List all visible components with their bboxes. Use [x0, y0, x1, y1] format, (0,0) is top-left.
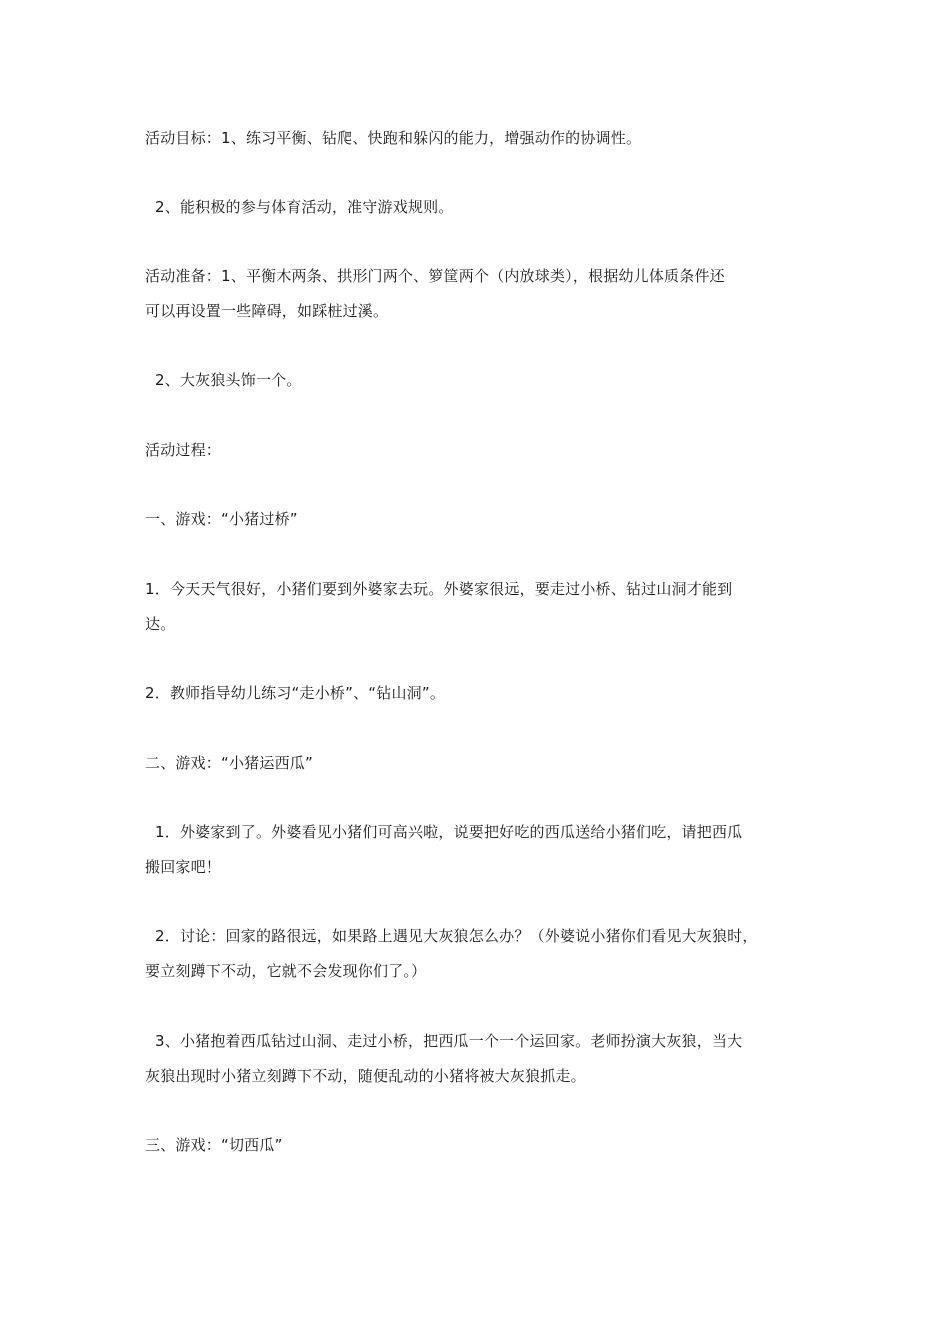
- activity-prep-line-1: 活动准备：1、平衡木两条、拱形门两个、箩筐两个（内放球类），根据幼儿体质条件还: [145, 267, 725, 285]
- game-2-heading: 二、游戏：“小猪运西瓜”: [145, 754, 313, 772]
- game-2-step-3: 3、小猪抱着西瓜钻过山洞、走过小桥，把西瓜一个一个运回家。老师扮演大灰狼，当大: [155, 1032, 743, 1050]
- activity-goal-line-1: 活动目标：1、练习平衡、钻爬、快跑和躲闪的能力，增强动作的协调性。: [145, 129, 642, 147]
- game-1-step-2: 2．教师指导幼儿练习“走小桥”、“钻山洞”。: [145, 684, 446, 702]
- game-2-step-1-cont: 搬回家吧！: [145, 858, 222, 876]
- game-1-step-1: 1．今天天气很好，小猪们要到外婆家去玩。外婆家很远，要走过小桥、钻过山洞才能到: [145, 580, 733, 598]
- game-2-step-2: 2．讨论：回家的路很远，如果路上遇见大灰狼怎么办？（外婆说小猪你们看见大灰狼时，: [155, 927, 758, 945]
- game-1-step-1-cont: 达。: [145, 615, 176, 633]
- game-3-heading: 三、游戏：“切西瓜”: [145, 1136, 283, 1154]
- game-2-step-3-cont: 灰狼出现时小猪立刻蹲下不动，随便乱动的小猪将被大灰狼抓走。: [145, 1067, 586, 1085]
- game-2-step-1: 1．外婆家到了。外婆看见小猪们可高兴啦，说要把好吃的西瓜送给小猪们吃，请把西瓜: [155, 823, 743, 841]
- game-1-heading: 一、游戏：“小猪过桥”: [145, 510, 298, 528]
- activity-goal-line-2: 2、能积极的参与体育活动，准守游戏规则。: [155, 198, 454, 216]
- game-2-step-2-cont: 要立刻蹲下不动，它就不会发现你们了。）: [145, 962, 427, 980]
- activity-prep-line-2: 2、大灰狼头饰一个。: [155, 371, 302, 389]
- activity-prep-line-1-cont: 可以再设置一些障碍，如踩桩过溪。: [145, 302, 389, 320]
- activity-process-heading: 活动过程：: [145, 441, 222, 459]
